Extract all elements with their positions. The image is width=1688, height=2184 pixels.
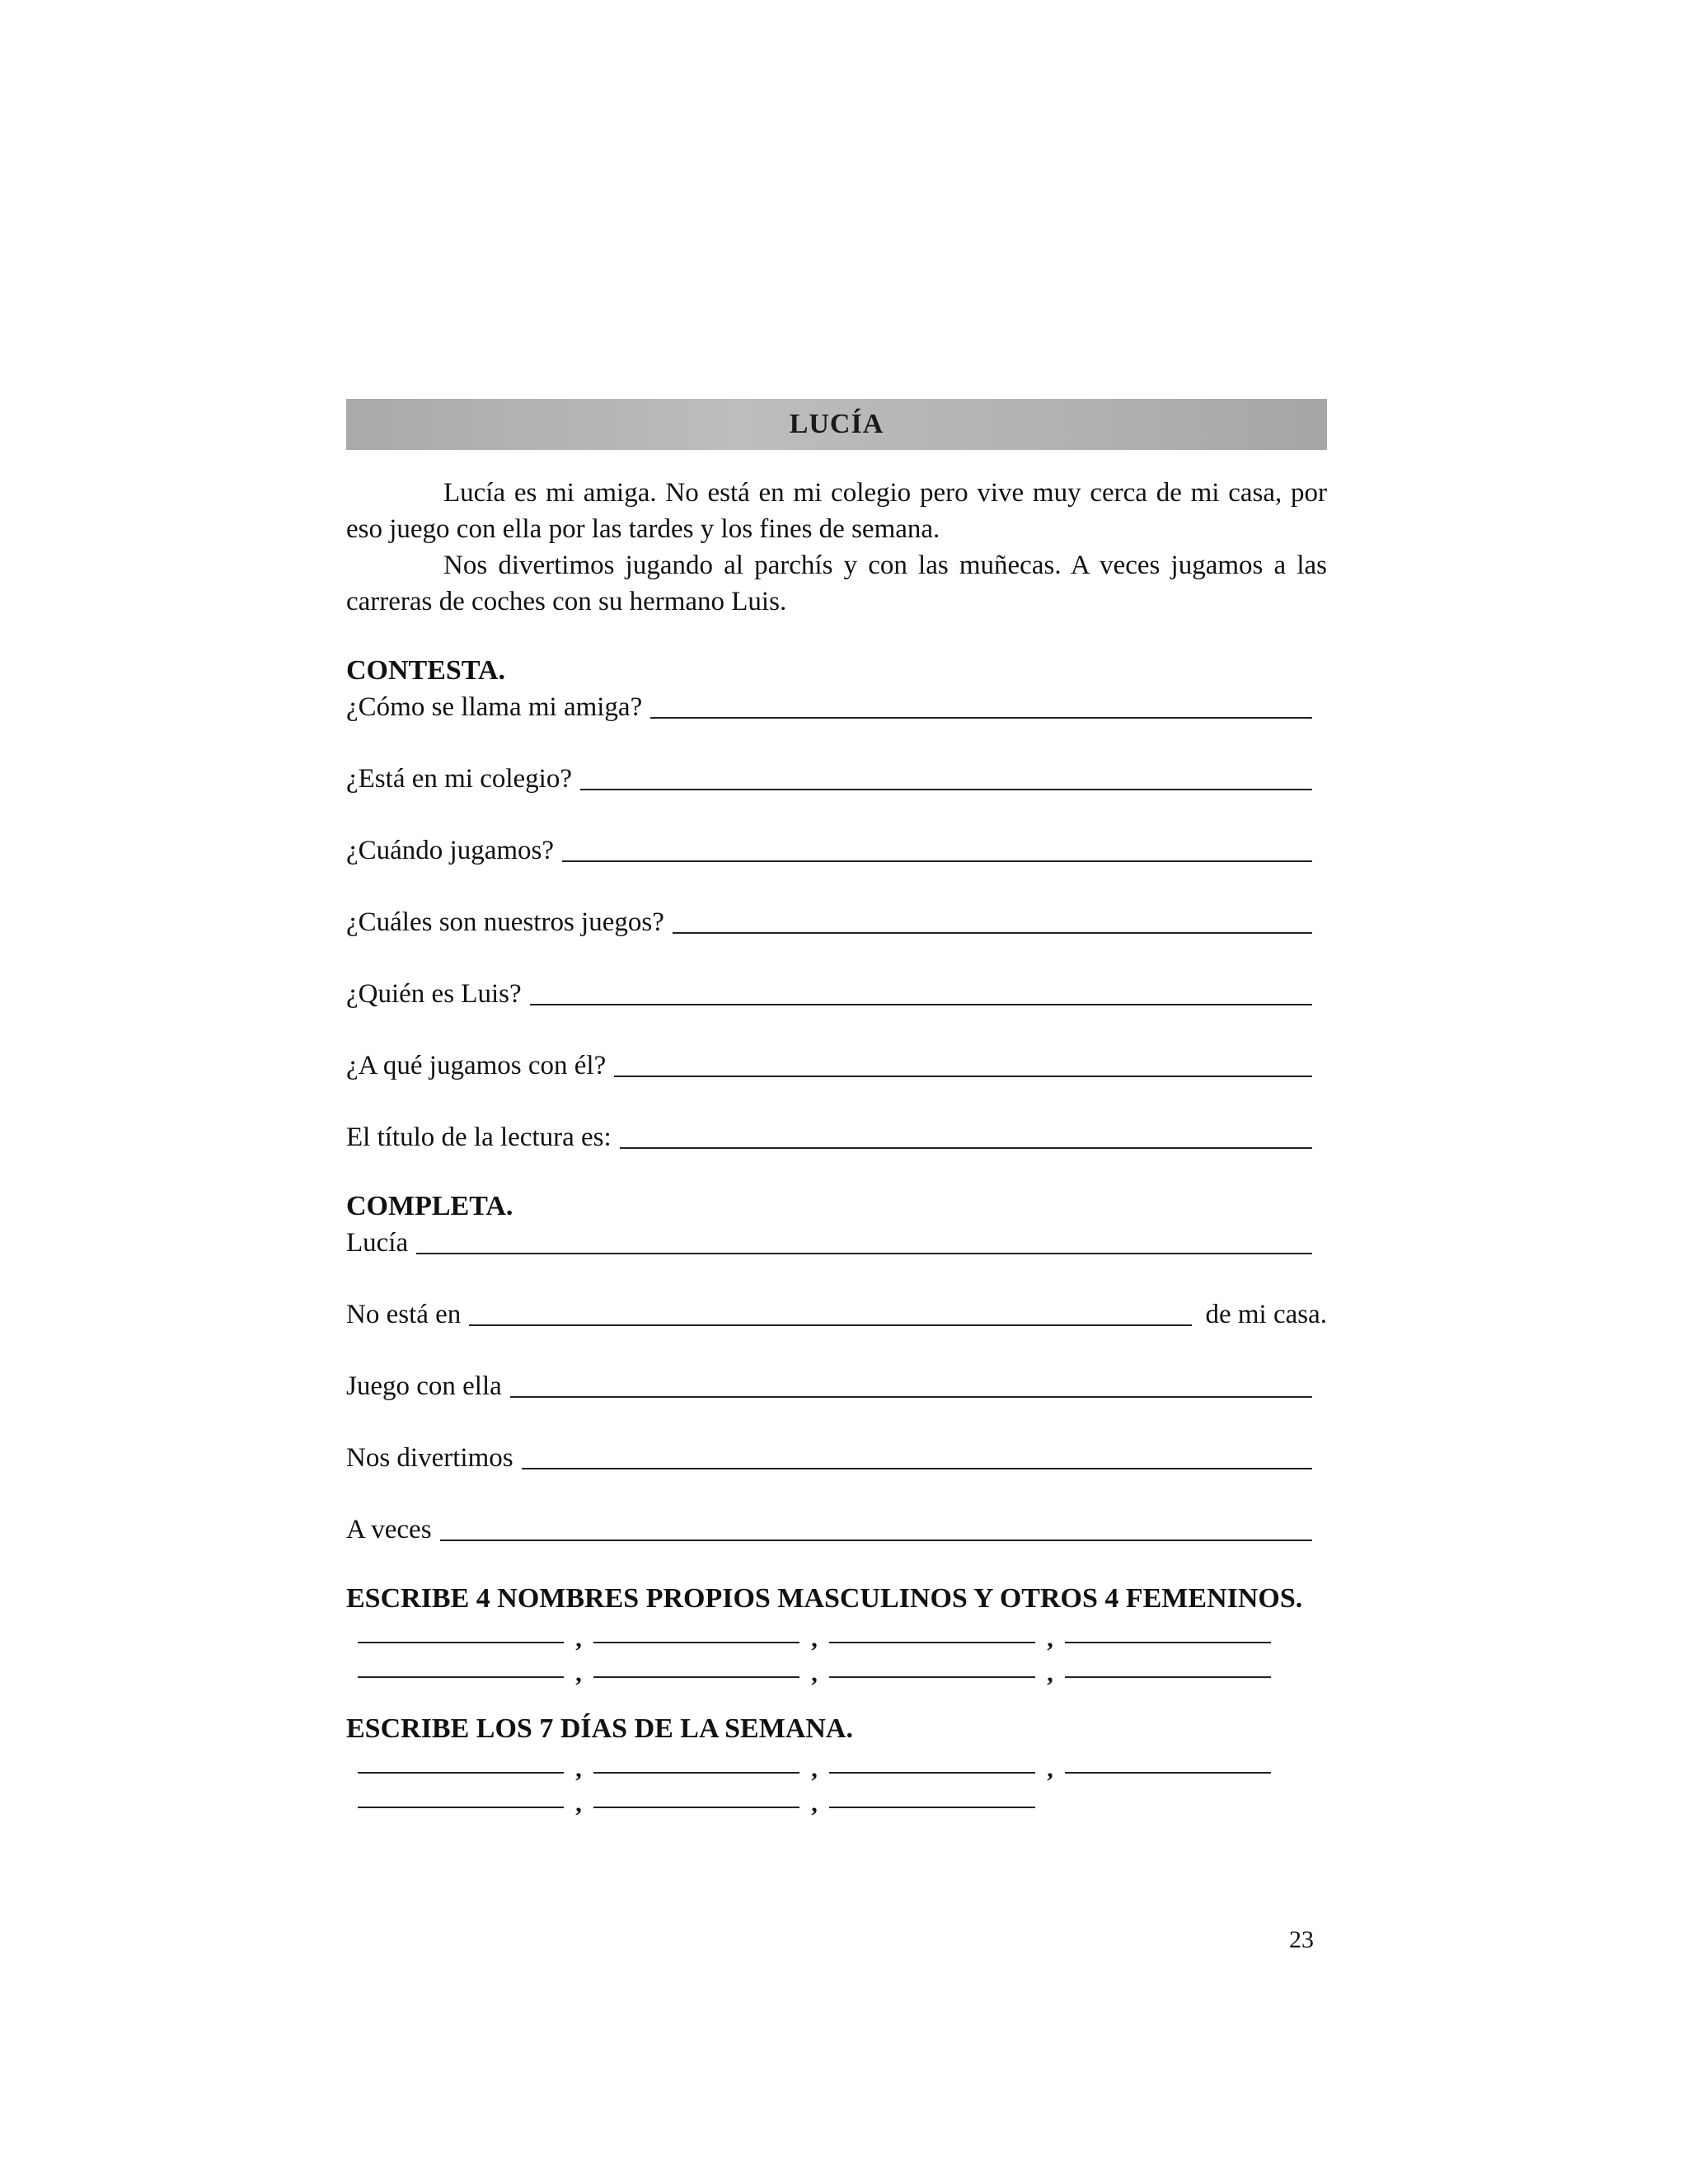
question-row <box>346 904 1312 940</box>
completa-prompt: No está en <box>346 1300 462 1329</box>
completa-blank[interactable] <box>522 1467 1312 1469</box>
name-blank[interactable] <box>358 1641 564 1643</box>
question-text: ¿Cuándo jugamos? <box>346 836 555 865</box>
completa-row <box>346 1225 1312 1261</box>
answer-blank[interactable] <box>650 716 1312 719</box>
separator: , <box>811 1790 818 1817</box>
answer-blank[interactable] <box>673 931 1312 934</box>
nombres-heading: ESCRIBE 4 NOMBRES PROPIOS MASCULINOS Y OTROS 4 FEMENINOS. <box>346 1583 1303 1614</box>
question-row <box>346 1119 1312 1155</box>
completa-blank[interactable] <box>440 1539 1312 1541</box>
contesta-heading: CONTESTA. <box>346 655 506 686</box>
question-text: ¿A qué jugamos con él? <box>346 1051 607 1080</box>
name-blank[interactable] <box>1065 1641 1271 1643</box>
separator: , <box>575 1660 582 1687</box>
separator: , <box>1047 1660 1053 1687</box>
name-blank[interactable] <box>829 1641 1035 1643</box>
story-paragraph-2: Nos divertimos jugando al parchís y con las muñecas. A veces jugamos a las carreras de coches con su hermano Luis. <box>346 551 1327 616</box>
page-number: 23 <box>1289 1926 1314 1953</box>
question-row <box>346 1047 1312 1084</box>
day-blank[interactable] <box>358 1806 564 1808</box>
reading-title-bar <box>346 399 1327 450</box>
answer-blank[interactable] <box>620 1146 1312 1149</box>
answer-blank[interactable] <box>580 788 1312 790</box>
name-blank[interactable] <box>593 1675 799 1678</box>
separator: , <box>575 1625 582 1652</box>
separator: , <box>1047 1625 1053 1652</box>
question-text: El título de la lectura es: <box>346 1122 612 1152</box>
answer-blank[interactable] <box>530 1003 1312 1005</box>
completa-prompt: Juego con ella <box>346 1371 502 1401</box>
question-row <box>346 689 1312 725</box>
name-blank[interactable] <box>1065 1675 1271 1678</box>
completa-row <box>346 1296 1327 1333</box>
separator: , <box>1047 1755 1053 1783</box>
completa-prompt: A veces <box>346 1515 432 1544</box>
day-blank[interactable] <box>829 1771 1035 1774</box>
reading-title: LUCÍA <box>789 409 884 439</box>
day-blank[interactable] <box>593 1806 799 1808</box>
dias-heading: ESCRIBE LOS 7 DÍAS DE LA SEMANA. <box>346 1713 853 1744</box>
name-blank[interactable] <box>593 1641 799 1643</box>
dias-row <box>358 1747 1327 1782</box>
story-paragraph-1: Lucía es mi amiga. No está en mi colegio pero vive muy cerca de mi casa, por eso juego con ella por las tardes y los fines de semana. <box>346 478 1327 544</box>
question-text: ¿Está en mi colegio? <box>346 764 572 794</box>
completa-prompt: Nos divertimos <box>346 1443 513 1473</box>
day-blank[interactable] <box>593 1771 799 1774</box>
dias-row <box>358 1782 1327 1816</box>
worksheet-content <box>346 399 1327 1816</box>
name-blank[interactable] <box>829 1675 1035 1678</box>
nombres-row <box>358 1617 1327 1652</box>
name-blank[interactable] <box>358 1675 564 1678</box>
completa-row <box>346 1511 1312 1548</box>
question-row <box>346 761 1312 797</box>
question-row <box>346 976 1312 1012</box>
completa-blank[interactable] <box>469 1324 1192 1326</box>
completa-heading: COMPLETA. <box>346 1191 513 1221</box>
separator: , <box>811 1660 818 1687</box>
separator: , <box>811 1755 818 1783</box>
question-text: ¿Cuáles son nuestros juegos? <box>346 907 664 937</box>
completa-blank[interactable] <box>510 1395 1312 1398</box>
separator: , <box>575 1790 582 1817</box>
separator: , <box>575 1755 582 1783</box>
separator: , <box>811 1625 818 1652</box>
completa-prompt-tail: de mi casa. <box>1205 1300 1327 1329</box>
question-row <box>346 832 1312 869</box>
completa-row <box>346 1440 1312 1476</box>
nombres-row <box>358 1652 1327 1686</box>
question-text: ¿Cómo se llama mi amiga? <box>346 692 643 722</box>
question-text: ¿Quién es Luis? <box>346 979 522 1009</box>
day-blank[interactable] <box>829 1806 1035 1808</box>
answer-blank[interactable] <box>562 860 1312 862</box>
completa-row <box>346 1368 1312 1404</box>
reading-text <box>346 475 1327 620</box>
day-blank[interactable] <box>358 1771 564 1774</box>
day-blank[interactable] <box>1065 1771 1271 1774</box>
completa-blank[interactable] <box>416 1252 1312 1254</box>
answer-blank[interactable] <box>614 1075 1312 1077</box>
completa-prompt: Lucía <box>346 1228 409 1258</box>
